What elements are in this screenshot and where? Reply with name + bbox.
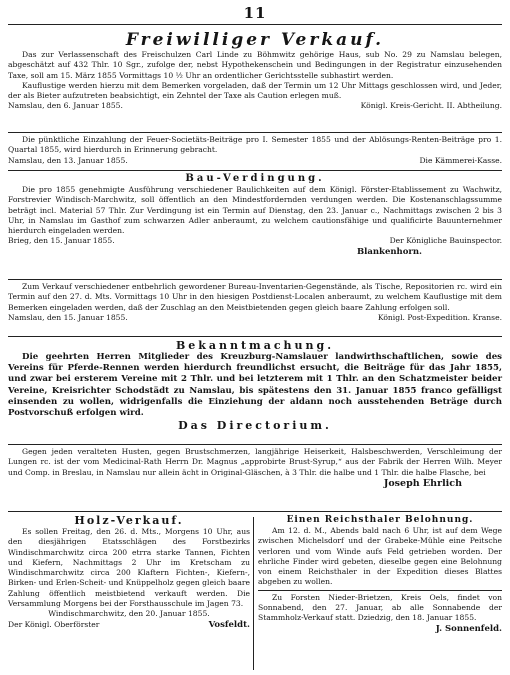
- holz-signature: [8, 620, 250, 630]
- holz-sig-name: Vosfeldt.: [208, 619, 250, 630]
- syrup-name: Joseph Ehrlich: [383, 477, 462, 489]
- sale-notice: [8, 30, 502, 112]
- sale-title: Freiwilliger Verkauf.: [125, 30, 385, 50]
- bekannt-signature: Das Directorium.: [178, 419, 332, 433]
- reward-divider: [258, 590, 502, 591]
- divider: [8, 132, 502, 133]
- sale-body-1: Das zur Verlassenschaft des Freischulzen Carl Linde zu Böhmwitz gehörige Haus, sub No. 29 zu Namslau belegen, abgeschätzt auf 432 Thlr. 10 Sgr., zufolge der, nebst Hypothekenschein und Bedingungen in der Registratur einzusehenden Taxe, soll am 15. März 1855 Vormittags 10 ½ Uhr an ordentlicher Gerichtsstelle subhastirt werden.: [8, 50, 502, 80]
- fire-sig-left: Namslau, den 13. Januar 1855.: [8, 155, 128, 165]
- bekannt-title: Bekanntmachung.: [175, 339, 335, 352]
- sale-signature: [8, 101, 502, 111]
- post-sig-right: Königl. Post-Expedition. Kranse.: [377, 312, 502, 322]
- sale-sig-right: Königl. Kreis-Gericht. II. Abtheilung.: [360, 101, 502, 111]
- holz-sig-left: Der Königl. Oberförster: [8, 619, 100, 629]
- post-sig-left: Namslau, den 15. Januar 1855.: [8, 312, 128, 322]
- post-signature: [8, 313, 502, 323]
- fire-notice: [8, 135, 502, 166]
- page-number: 11: [243, 4, 267, 22]
- reward-notice: [258, 514, 502, 635]
- divider: [8, 279, 502, 280]
- holz-body: Es sollen Freitag, den 26. d. Mts., Morgens 10 Uhr, aus den diesjährigen Etatsschlägen des Forstbezirks Windischmarchwitz circa 200 etrra starke Tannen, Fichten und Kiefern, Nachmittags 2 Uhr im Kretscham zu Windischmarchwitz circa 200 Klaftern Fichten-, Kiefern-, Birken- und Erlen-Scheit- und Knüppelholz gegen gleich baare Zahlung öffentlich meistbietend verkauft werden. Die Versammlung Morgens bei der Forsthausschule im Jagen 73.: [8, 527, 250, 609]
- fire-body: Die pünktliche Einzahlung der Feuer-Societäts-Beiträge pro I. Semester 1855 und der Ablösungs-Renten-Beiträge pro 1. Quartal 1855, wird hierdurch in Erinnerung gebracht.: [8, 135, 502, 155]
- bekannt-body: Die geehrten Herren Mitglieder des Kreuzburg-Namslauer landwirthschaftlichen, sowie des Vereins für Pferde-Rennen werden hierdurch freundlichst ersucht, die Beiträge für das Jahr 1855, und zwar bei ersterem Vereine mit 2 Thlr. und bei letzterem mit 1 Thlr. an den Schatzmeister beider Vereine, Kreisrichter Schodstädt zu Namslau, bis spätestens den 31. Januar 1855 franco gefälligst einsenden zu wollen, widrigenfalls die Einziehung der aldann noch ausstehenden Beträge durch Postvorschuß erfolgen wird.: [8, 352, 502, 419]
- post-notice: [8, 282, 502, 323]
- holz-title: Holz-Verkauf.: [74, 514, 184, 527]
- bau-signature: [8, 236, 502, 246]
- divider: [8, 511, 502, 512]
- syrup-notice: [8, 447, 502, 490]
- forest-body: Zu Forsten Nieder-Brietzen, Kreis Oels, findet von Sonnabend, den 27. Januar, ab alle Sonnabende der Stammholz-Verkauf statt. Dziedzig, den 18. Januar 1855.: [258, 592, 502, 623]
- sale-body-2: Kauflustige werden hierzu mit dem Bemerken vorgeladen, daß der Termin um 12 Uhr Mittags geschlossen wird, und Jeder, der als Bieter aufzutreten beabsichtigt, ein Zehntel der Taxe als Caution erlegen muß.: [8, 80, 502, 101]
- forest-sig-name: J. Sonnenfeld.: [435, 623, 502, 634]
- bau-title: Bau-Verdingung.: [185, 173, 325, 184]
- reward-body: Am 12. d. M., Abends bald nach 6 Uhr, ist auf dem Wege zwischen Michelsdorf und der Grabeke-Mühle eine Peitsche verloren und vom Winde aufs Feld getrieben worden. Der ehrliche Finder wird gebeten, dieselbe gegen eine Belohnung von einem Reichsthaler in der Expedition dieses Blattes abgeben zu wollen.: [258, 526, 502, 587]
- bekannt-notice: [8, 339, 502, 432]
- column-divider: [253, 517, 254, 670]
- bau-notice: [8, 173, 502, 258]
- bau-body: Die pro 1855 genehmigte Ausführung verschiedener Baulichkeiten auf dem Königl. Förster-Etablissement zu Wachwitz, Forstrevier Windisch-Marchwitz, soll öffentlich an den Mindestfordernden verdungen werden. Die Kostenanschlagssumme beträgt incl. Material 57 Thlr. Zur Verdingung ist ein Termin auf Dienstag, den 23. Januar c., Nachmittags zwischen 2 bis 3 Uhr, in Namslau im Gasthof zum schwarzen Adler anberaumt, zu welchem cautionsfähige und qualificirte Bauunternehmer hierdurch eingeladen werden.: [8, 185, 502, 236]
- fire-sig-right: Die Kämmerei-Kasse.: [419, 155, 502, 165]
- reward-title: Einen Reichsthaler Belohnung.: [286, 515, 474, 525]
- two-column-section: [8, 514, 502, 670]
- holz-sig-place: Windischmarchwitz, den 20. Januar 1855.: [48, 609, 210, 619]
- post-body: Zum Verkauf verschiedener entbehrlich gewordener Bureau-Inventarien-Gegenstände, als Tische, Repositorien rc. wird ein Termin auf den 27. d. Mts. Vormittags 10 Uhr in den hiesigen Postdienst-Localen anberaumt, zu welchem Kauflustige mit dem Bemerken eingeladen werden, daß der Zuschlag an den Meistbietenden gegen gleich baare Zahlung erfolgen soll.: [8, 282, 502, 312]
- top-rule: [8, 24, 502, 25]
- sale-sig-left: Namslau, den 6. Januar 1855.: [8, 101, 123, 111]
- divider: [8, 336, 502, 337]
- bau-sig-left: Brieg, den 15. Januar 1855.: [8, 236, 115, 246]
- bau-sig-name: Blankenhorn.: [356, 246, 422, 257]
- divider: [8, 444, 502, 445]
- bau-sig-right: Der Königliche Bauinspector.: [389, 236, 502, 246]
- newspaper-page: [8, 0, 502, 675]
- divider: [8, 170, 502, 171]
- syrup-body: Gegen jeden veralteten Husten, gegen Brustschmerzen, langjährige Heiserkeit, Halsbeschwerden, Verschleimung der Lungen rc. ist der vom Medicinal-Rath Herrn Dr. Magnus „approbirte Brust-Syrup,“ aus der Fabrik der Herren Wilh. Meyer und Comp. in Breslau, in Namslau nur allein ächt in Original-Gläschen, à 3 Thlr. die halbe und 1 Thlr. die halbe Flasche, bei: [8, 447, 502, 477]
- fire-signature: [8, 156, 502, 166]
- holz-notice: [8, 514, 250, 630]
